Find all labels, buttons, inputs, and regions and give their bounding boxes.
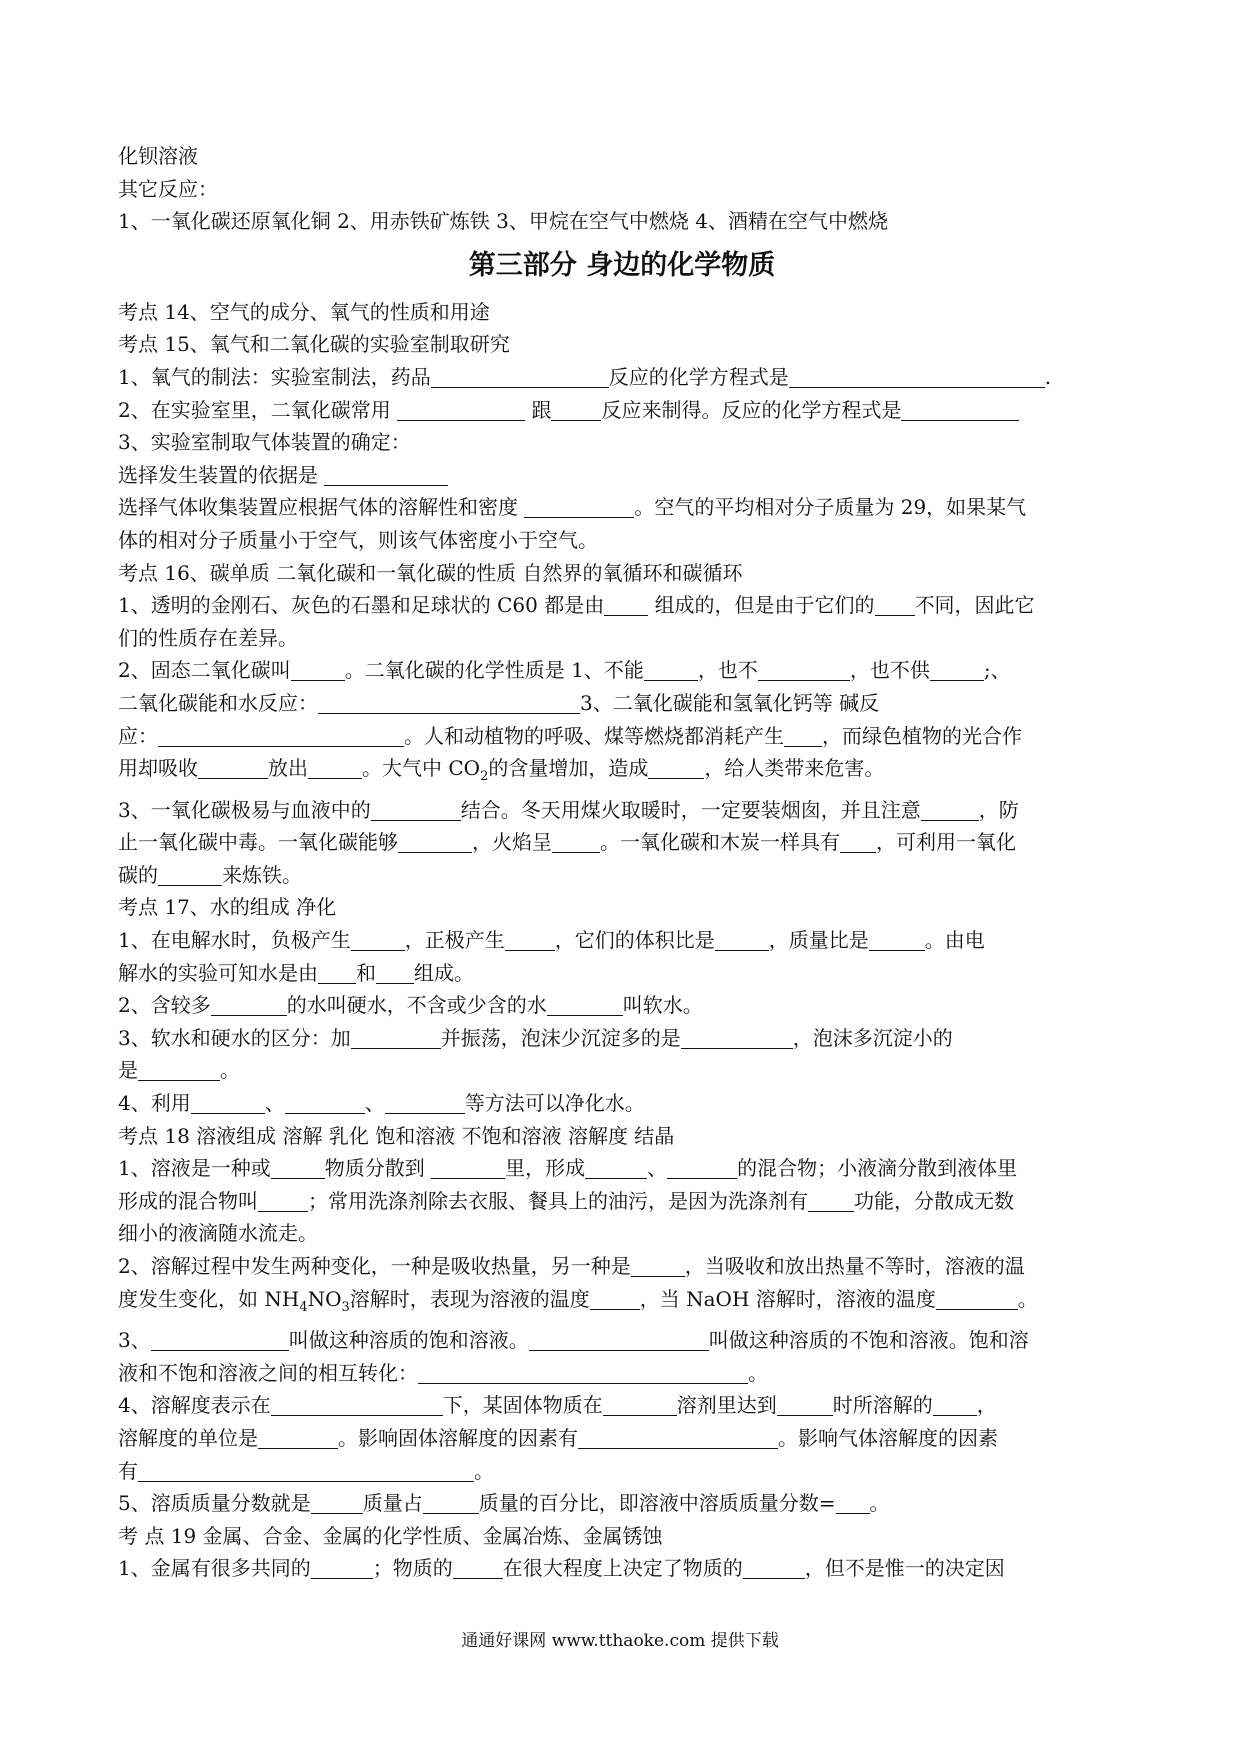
question-line: 2、溶解过程中发生两种变化，一种是吸收热量，另一种是 ，当吸收和放出热量不等时，溶液的温: [118, 1254, 1025, 1278]
question-line: 形成的混合物叫 ；常用洗涤剂除去衣服、餐具上的油污，是因为洗涤剂有 功能，分散成无数: [118, 1188, 1014, 1213]
question-line: 溶解度的单位是 。影响固体溶解度的因素有 。影响气体溶解度的因素: [118, 1425, 998, 1450]
question-line: 2、在实验室里，二氧化碳常用 跟 反应来制得。反应的化学方程式是: [118, 394, 1126, 427]
answer-blank[interactable]: [836, 1491, 870, 1514]
answer-blank[interactable]: [311, 1556, 373, 1579]
answer-blank[interactable]: [351, 1026, 441, 1049]
answer-blank[interactable]: [258, 1426, 338, 1449]
answer-blank[interactable]: [151, 1328, 289, 1351]
answer-blank[interactable]: [431, 365, 609, 388]
answer-blank[interactable]: [604, 593, 648, 616]
answer-blank[interactable]: [758, 658, 850, 681]
answer-blank[interactable]: [138, 1459, 474, 1482]
answer-blank[interactable]: [644, 658, 698, 681]
answer-blank[interactable]: [715, 928, 769, 951]
question-line: 1、在电解水时，负极产生 ，正极产生 ，它们的体积比是 ，质量比是 。由电: [118, 928, 985, 953]
answer-blank[interactable]: [191, 1091, 265, 1114]
answer-blank[interactable]: [311, 1491, 363, 1514]
answer-blank[interactable]: [285, 1091, 365, 1114]
answer-blank[interactable]: [351, 928, 405, 951]
worksheet-page: [118, 140, 1126, 1585]
answer-blank[interactable]: [271, 1156, 325, 1179]
answer-blank[interactable]: [547, 993, 623, 1016]
answer-blank[interactable]: [158, 863, 222, 886]
question-line: 液和不饱和溶液之间的相互转化： 。: [118, 1360, 768, 1385]
answer-blank[interactable]: [524, 495, 634, 518]
answer-blank[interactable]: [385, 1091, 465, 1114]
answer-blank[interactable]: [324, 463, 448, 486]
answer-blank[interactable]: [603, 1393, 677, 1416]
answer-blank[interactable]: [631, 1254, 685, 1277]
answer-blank[interactable]: [551, 398, 601, 421]
answer-blank[interactable]: [308, 756, 362, 779]
answer-blank[interactable]: [875, 593, 915, 616]
answer-blank[interactable]: [453, 1556, 503, 1579]
question-line: 3、 叫做这种溶质的饱和溶液。 叫做这种溶质的不饱和溶液。饱和溶: [118, 1328, 1029, 1353]
topic-heading: 考点 16、碳单质 二氧化碳和一氧化碳的性质 自然界的氧循环和碳循环: [118, 560, 743, 585]
answer-blank[interactable]: [743, 1556, 805, 1579]
answer-blank[interactable]: [789, 365, 1045, 388]
question-line: 细小的液滴随水流走。: [118, 1221, 318, 1246]
question-line: 3、软水和硬水的区分：加 并振荡，泡沫少沉淀多的是 ，泡沫多沉淀小的: [118, 1025, 953, 1050]
answer-blank[interactable]: [529, 1328, 709, 1351]
question-line: 体的相对分子质量小于空气，则该气体密度小于空气。: [118, 527, 598, 552]
question-line: 碳的 来炼铁。: [118, 862, 302, 887]
answer-blank[interactable]: [505, 928, 555, 951]
question-line: 1、溶液是一种或 物质分散到 里，形成 、 的混合物；小液滴分散到液体里: [118, 1156, 1018, 1181]
question-line: 1、氧气的制法：实验室制法，药品 反应的化学方程式是 .: [118, 364, 1052, 389]
question-line: 2、含较多 的水叫硬水，不含或少含的水 叫软水。: [118, 993, 703, 1018]
answer-blank[interactable]: [901, 398, 1019, 421]
answer-blank[interactable]: [371, 798, 461, 821]
answer-blank[interactable]: [398, 830, 472, 853]
question-line: 1、透明的金刚石、灰色的石墨和足球状的 C60 都是由 组成的，但是由于它们的 不同，因此它: [118, 593, 1035, 618]
question-line: 3、实验室制取气体装置的确定：: [118, 430, 411, 455]
answer-blank[interactable]: [921, 798, 979, 821]
answer-blank[interactable]: [869, 928, 925, 951]
answer-blank[interactable]: [936, 1287, 1018, 1310]
answer-blank[interactable]: [158, 724, 404, 747]
text-line: 化钡溶液: [118, 144, 198, 168]
question-line: 5、溶质质量分数就是 质量占 质量的百分比，即溶液中溶质质量分数= 。: [118, 1491, 890, 1516]
question-line: 是 。: [118, 1058, 240, 1083]
question-line: 解水的实验可知水是由 和 组成。: [118, 960, 474, 985]
topic-heading: 考点 18 溶液组成 溶解 乳化 饱和溶液 不饱和溶液 溶解度 结晶: [118, 1123, 675, 1148]
answer-blank[interactable]: [585, 1156, 647, 1179]
topic-heading: 考点 17、水的组成 净化: [118, 895, 337, 920]
question-line: 止一氧化碳中毒。一氧化碳能够 ，火焰呈 。一氧化碳和木炭一样具有 ，可利用一氧化: [118, 830, 1016, 855]
answer-blank[interactable]: [318, 691, 580, 714]
question-line: 们的性质存在差异。: [118, 625, 298, 650]
footer-source: 通通好课网 www.tthaoke.com 提供下载: [461, 1631, 779, 1651]
question-line: 度发生变化，如 $NH_4NO_3$溶解时，表现为溶液的温度 ，当 NaOH 溶解时，溶液的温度 。: [118, 1286, 1038, 1315]
answer-blank[interactable]: [930, 658, 984, 681]
question-line: 选择气体收集装置应根据气体的溶解性和密度 。空气的平均相对分子质量为 29，如果某气: [118, 495, 1027, 520]
answer-blank[interactable]: [590, 1287, 640, 1310]
answer-blank[interactable]: [552, 830, 600, 853]
question-line: 2、固态二氧化碳叫 。二氧化碳的化学性质是 1、不能 ，也不 ，也不供 ;、: [118, 658, 1011, 683]
answer-blank[interactable]: [291, 658, 345, 681]
answer-blank[interactable]: [198, 756, 268, 779]
question-line: 应： 。人和动植物的呼吸、煤等燃烧都消耗产生 ，而绿色植物的光合作: [118, 723, 1022, 748]
question-line: 选择发生装置的依据是: [118, 459, 1126, 492]
answer-blank[interactable]: [840, 830, 876, 853]
topic-heading: 考点 14、空气的成分、氧气的性质和用途: [118, 299, 490, 324]
question-line: 二氧化碳能和水反应： 3、二氧化碳能和氢氧化钙等 碱反: [118, 690, 880, 715]
answer-blank[interactable]: [578, 1426, 778, 1449]
answer-blank[interactable]: [258, 1189, 308, 1212]
answer-blank[interactable]: [933, 1393, 977, 1416]
question-line: 1、金属有很多共同的 ；物质的 在很大程度上决定了物质的 ，但不是惟一的决定因: [118, 1556, 1005, 1581]
section-title: 第三部分 身边的化学物质: [468, 249, 776, 281]
answer-blank[interactable]: [784, 724, 822, 747]
question-line: 有 。: [118, 1458, 494, 1483]
question-line: 3、一氧化碳极易与血液中的 结合。冬天用煤火取暖时，一定要装烟囱，并且注意 ，防: [118, 797, 1019, 822]
topic-heading: 考点 15、氧气和二氧化碳的实验室制取研究: [118, 332, 510, 357]
answer-blank[interactable]: [431, 1156, 505, 1179]
topic-heading: 考 点 19 金属、合金、金属的化学性质、金属冶炼、金属锈蚀: [118, 1523, 663, 1548]
answer-blank[interactable]: [777, 1393, 833, 1416]
answer-blank[interactable]: [138, 1058, 220, 1081]
answer-blank[interactable]: [423, 1491, 479, 1514]
question-line: 4、溶解度表示在 下，某固体物质在 溶剂里达到 时所溶解的 ，: [118, 1393, 997, 1418]
answer-blank[interactable]: [318, 961, 356, 984]
answer-blank[interactable]: [648, 756, 704, 779]
text-line: 1、一氧化碳还原氧化铜 2、用赤铁矿炼铁 3、甲烷在空气中燃烧 4、酒精在空气中燃烧: [118, 209, 888, 234]
answer-blank[interactable]: [808, 1189, 854, 1212]
answer-blank[interactable]: [271, 1393, 443, 1416]
answer-blank[interactable]: [397, 398, 525, 421]
text-line: 其它反应：: [118, 176, 218, 201]
question-line: 用却吸收 放出 。大气中 $CO_2$的含量增加，造成 ，给人类带来危害。: [118, 756, 885, 785]
question-line: 4、利用 、 、 等方法可以净化水。: [118, 1091, 645, 1116]
answer-blank[interactable]: [681, 1026, 793, 1049]
answer-blank[interactable]: [211, 993, 287, 1016]
answer-blank[interactable]: [418, 1361, 748, 1384]
answer-blank[interactable]: [376, 961, 414, 984]
answer-blank[interactable]: [667, 1156, 737, 1179]
